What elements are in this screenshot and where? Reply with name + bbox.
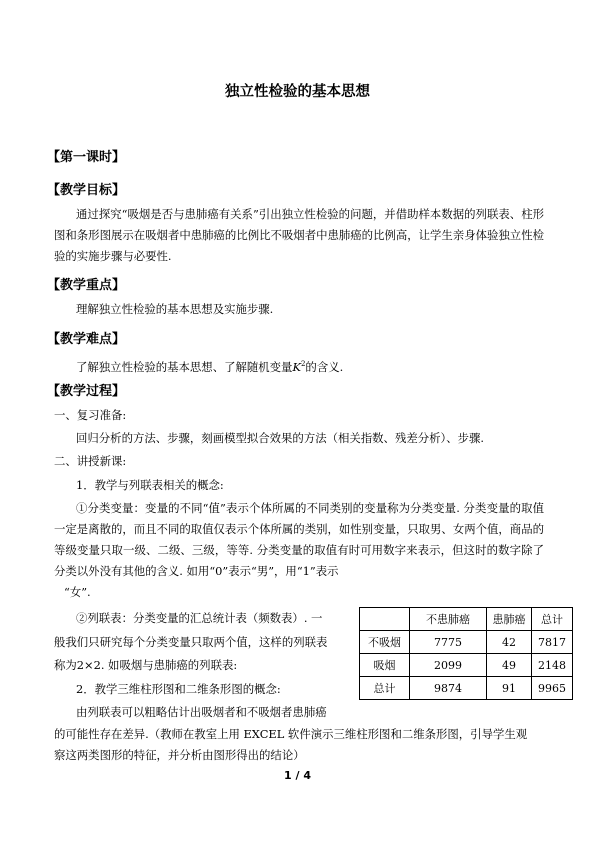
table-header-row	[360, 608, 573, 631]
point-2-line2: 的可能性存在差异.（教师在教室上用 EXCEL 软件演示三维柱形图和二维条形图，引导学生观	[54, 727, 528, 741]
page-title: 独立性检验的基本思想	[225, 83, 370, 100]
table-cell: 42	[487, 631, 532, 654]
section-process: 【教学过程】	[47, 384, 126, 399]
table-cell: 7775	[410, 631, 487, 654]
difficulty-text-after: 的含义.	[305, 359, 344, 374]
section-difficulty: 【教学难点】	[47, 332, 126, 347]
table-cell: 2148	[532, 654, 573, 677]
table-header-cell: 总计	[532, 608, 573, 631]
table-cell: 9874	[410, 677, 487, 700]
point-1b-line3: 称为2×2. 如吸烟与患肺癌的列联表:	[54, 658, 238, 672]
table-cell: 91	[487, 677, 532, 700]
table-cell: 吸烟	[360, 654, 410, 677]
point-2: 2．教学三维柱形图和二维条形图的概念:	[76, 682, 281, 696]
table-cell: 不吸烟	[360, 631, 410, 654]
section-key: 【教学重点】	[47, 278, 126, 293]
review-heading: 一、复习准备:	[54, 408, 127, 422]
new-lesson-heading: 二、讲授新课:	[54, 454, 127, 468]
section-lesson: 【第一课时】	[47, 150, 126, 165]
difficulty-paragraph	[54, 354, 544, 378]
table-header-cell	[360, 608, 410, 631]
point-1: 1．教学与列联表相关的概念:	[76, 478, 224, 492]
point-2-line1: 由列联表可以粗略估计出吸烟者和不吸烟者患肺癌	[76, 705, 327, 719]
point-1a-paragraph: ①分类变量：变量的不同“值”表示个体所属的不同类别的变量称为分类变量. 分类变量的取值一定是离散的，而且不同的取值仅表示个体所属的类别，如性别变量，只取男、女两个值，商品的等级变量只取一级、二级、三级，等等. 分类变量的取值有时可用数字来表示，但这时的数字除了分类以外没有其他的含义. 如用“0”表示“男”，用“1”表示	[54, 501, 544, 578]
variable-k: K	[292, 359, 301, 374]
contingency-table	[359, 607, 573, 700]
key-paragraph: 理解独立性检验的基本思想及实施步骤.	[76, 302, 274, 316]
table-header-cell: 不患肺癌	[410, 608, 487, 631]
section-goal: 【教学目标】	[47, 183, 126, 198]
table-cell: 7817	[532, 631, 573, 654]
point-1b-line1: ②列联表：分类变量的汇总统计表（频数表）. 一	[76, 611, 323, 625]
table-cell: 9965	[532, 677, 573, 700]
point-1b-line2: 般我们只研究每个分类变量只取两个值，这样的列联表	[54, 635, 328, 649]
difficulty-text-before: 了解独立性检验的基本思想、了解随机变量	[76, 359, 293, 374]
variable-k-exponent: 2	[300, 360, 306, 368]
goal-paragraph: 通过探究“吸烟是否与患肺癌有关系”引出独立性检验的问题，并借助样本数据的列联表、柱形图和条形图展示在吸烟者中患肺癌的比例比不吸烟者中患肺癌的比例高，让学生亲身体验独立性检验的实施步骤与必要性.	[54, 207, 544, 263]
table-cell: 49	[487, 654, 532, 677]
table-row	[360, 677, 573, 700]
table-header-cell: 患肺癌	[487, 608, 532, 631]
table-cell: 2099	[410, 654, 487, 677]
point-1a-end: “女”.	[64, 585, 91, 599]
table-row	[360, 654, 573, 677]
review-text: 回归分析的方法、步骤，刻画模型拟合效果的方法（相关指数、残差分析）、步骤.	[76, 431, 484, 445]
table-row	[360, 631, 573, 654]
page-number: 1 / 4	[284, 769, 311, 782]
point-2-line3: 察这两类图形的特征，并分析由图形得出的结论）	[54, 748, 305, 762]
table-cell: 总计	[360, 677, 410, 700]
